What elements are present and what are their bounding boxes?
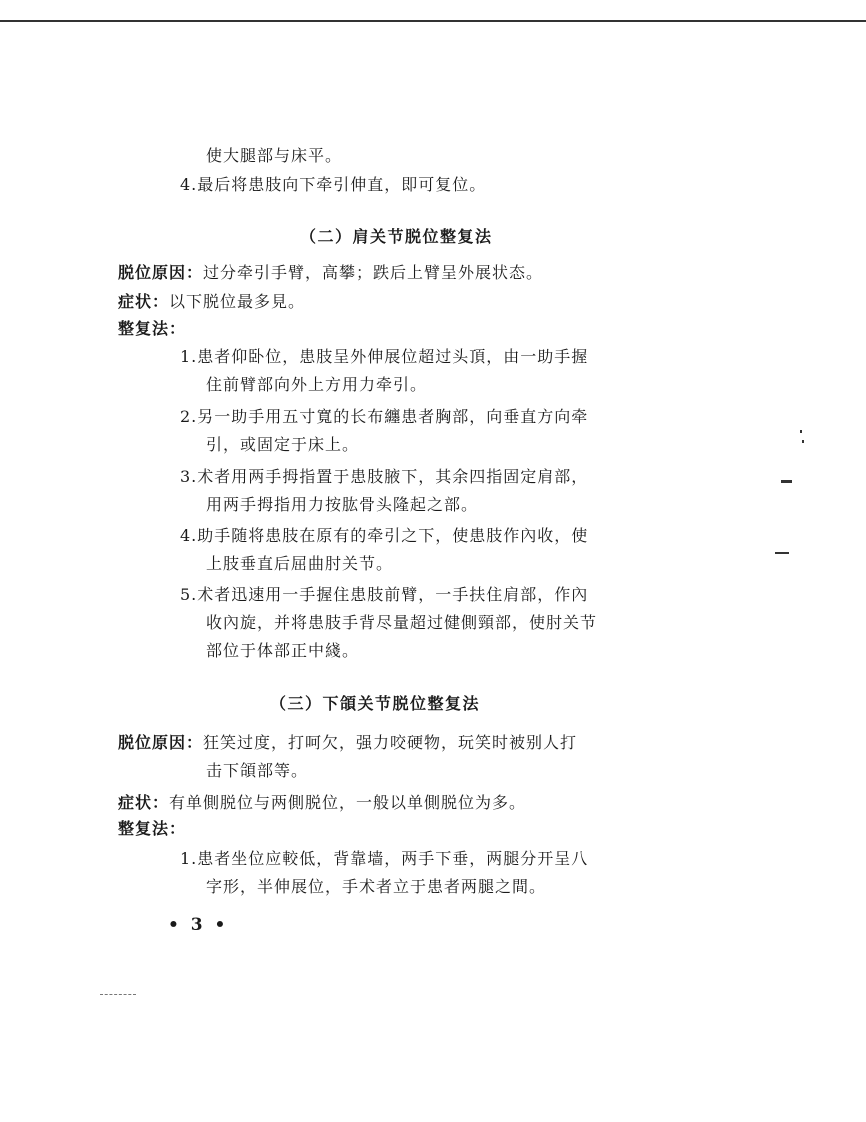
shoulder-symptom-text: 以下脱位最多見。 <box>169 292 306 311</box>
continuation-line: 使大腿部与床平。 <box>206 146 343 165</box>
shoulder-symptom <box>118 291 305 313</box>
jaw-cause-text: 狂笑过度，打呵欠，强力咬硬物，玩笑时被别人打 <box>203 733 578 752</box>
shoulder-cause-text: 过分牵引手臂，高攀；跌后上臂呈外展状态。 <box>203 263 544 282</box>
jaw-step-1-line-2: 字形，半伸展位，手术者立于患者两腿之間。 <box>206 877 547 896</box>
shoulder-step-5-line-2: 收內旋，并将患肢手背尽量超过健側頸部，使肘关节 <box>206 613 598 632</box>
jaw-symptom <box>118 792 526 814</box>
section-title-jaw: （三）下頜关节脱位整复法 <box>270 694 481 713</box>
jaw-symptom-label: 症状： <box>118 793 170 812</box>
shoulder-cause-label: 脱位原因： <box>118 263 204 282</box>
continuation-step-4: 4.最后将患肢向下牵引伸直，即可复位。 <box>180 175 487 194</box>
shoulder-step-3-line-1: 3.术者用两手拇指置于患肢腋下，其余四指固定肩部， <box>180 467 589 486</box>
shoulder-symptom-label: 症状： <box>118 292 170 311</box>
shoulder-step-3-line-2: 用两手拇指用力按肱骨头隆起之部。 <box>206 495 479 514</box>
shoulder-step-4-line-2: 上肢垂直后屈曲肘关节。 <box>206 554 394 573</box>
shoulder-step-5-line-3: 部位于体部正中綫。 <box>206 641 360 660</box>
shoulder-step-5-line-1: 5.术者迅速用一手握住患肢前臂，一手扶住肩部，作內 <box>180 585 589 604</box>
jaw-cause <box>118 732 577 754</box>
page-number: • 3 • <box>168 915 229 935</box>
shoulder-step-1-line-2: 住前臂部向外上方用力牵引。 <box>206 375 428 394</box>
jaw-method-label: 整复法： <box>118 819 187 838</box>
jaw-symptom-text: 有单側脱位与两側脱位，一般以单側脱位为多。 <box>169 793 527 812</box>
shoulder-step-2-line-2: 引，或固定于床上。 <box>206 435 360 454</box>
jaw-step-1-line-1: 1.患者坐位应較低，背靠墙，两手下垂，两腿分开呈八 <box>180 849 589 868</box>
shoulder-method-label: 整复法： <box>118 319 187 338</box>
shoulder-step-2-line-1: 2.另一助手用五寸寬的长布纏患者胸部，向垂直方向牵 <box>180 407 589 426</box>
jaw-cause-line-2: 击下頜部等。 <box>206 761 309 780</box>
jaw-cause-label: 脱位原因： <box>118 733 204 752</box>
scan-speck <box>802 440 804 443</box>
bottom-scan-mark <box>100 994 136 995</box>
scan-speck <box>800 430 802 433</box>
shoulder-step-4-line-1: 4.助手随将患肢在原有的牵引之下，使患肢作內收，使 <box>180 526 589 545</box>
shoulder-step-1-line-1: 1.患者仰卧位，患肢呈外伸展位超过头頂，由一助手握 <box>180 347 589 366</box>
shoulder-cause <box>118 262 543 284</box>
section-title-shoulder: （二）肩关节脱位整复法 <box>300 227 493 246</box>
scan-speck <box>781 480 792 483</box>
scan-speck <box>775 552 789 554</box>
